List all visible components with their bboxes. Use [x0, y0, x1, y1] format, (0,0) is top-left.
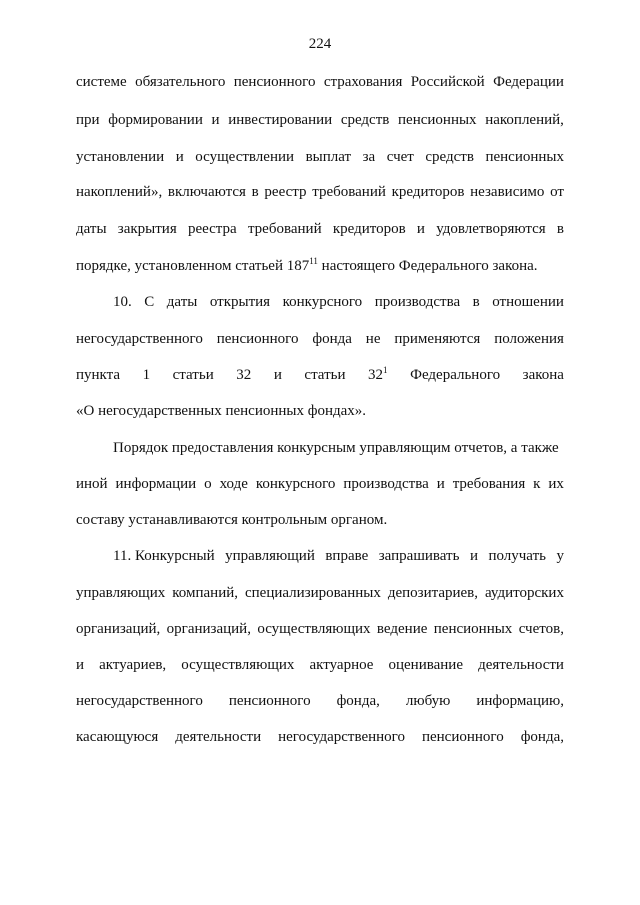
word: касающуюся	[76, 729, 159, 745]
word: удовлетворяются	[436, 221, 546, 237]
text-line: составу устанавливаются контрольным органом.	[76, 512, 388, 528]
word: статьи	[304, 367, 346, 383]
word: и	[273, 367, 282, 383]
word: ходе	[219, 476, 248, 492]
text-line	[76, 147, 564, 167]
word: кредиторов	[332, 221, 406, 237]
word: средств	[340, 112, 390, 128]
word: конкурсного	[255, 476, 336, 492]
word: производства	[343, 476, 429, 492]
word: иной	[76, 476, 108, 492]
word: включаются	[167, 184, 246, 200]
word: закона	[522, 367, 564, 383]
word: страхования	[323, 74, 403, 90]
word: их	[548, 476, 564, 492]
word: не	[365, 331, 381, 347]
word: запрашивать	[378, 548, 460, 564]
word: пенсионного	[421, 729, 504, 745]
word: производства	[374, 294, 461, 310]
word: вправе	[325, 548, 369, 564]
text-fragment: порядке, установленном статьей 187	[76, 258, 310, 274]
word: компаний,	[172, 585, 238, 601]
word: негосударственного	[278, 729, 405, 745]
word: информации	[115, 476, 197, 492]
word: управляющий	[225, 548, 315, 564]
text-line	[76, 329, 564, 349]
word: конкурсного	[282, 294, 363, 310]
word: и	[76, 657, 85, 673]
word: 32	[368, 367, 384, 383]
word: положения	[494, 331, 564, 347]
word: реестр	[264, 184, 307, 200]
word: управляющих	[76, 585, 166, 601]
text-line	[76, 72, 564, 92]
word: от	[550, 184, 564, 200]
word: обязательного	[135, 74, 226, 90]
word: Российской	[410, 74, 485, 90]
word: аудиторских	[485, 585, 564, 601]
word: даты	[166, 294, 198, 310]
word: средств	[425, 149, 474, 165]
word: осуществлении	[195, 149, 295, 165]
word: пенсионного	[216, 331, 299, 347]
word: накоплений»,	[76, 184, 163, 200]
word: отношении	[492, 294, 564, 310]
word: ведение	[376, 621, 428, 637]
word: в	[251, 184, 259, 200]
word: С	[144, 294, 155, 310]
word: организаций,	[76, 621, 161, 637]
word: актуарное	[309, 657, 374, 673]
word: и	[469, 548, 478, 564]
word: открытия	[209, 294, 271, 310]
text-fragment: настоящего Федерального закона.	[317, 258, 538, 274]
word: применяются	[394, 331, 481, 347]
word: фонда,	[520, 729, 564, 745]
word: у	[556, 548, 564, 564]
text-line	[76, 655, 564, 675]
word: негосударственного	[76, 331, 203, 347]
word: получать	[488, 548, 546, 564]
word: 10.	[113, 294, 132, 310]
word: деятельности	[478, 657, 564, 673]
word: инвестировании	[228, 112, 333, 128]
word: депозитариев,	[387, 585, 479, 601]
word: в	[472, 294, 480, 310]
word: требования	[452, 476, 526, 492]
word: независимо	[470, 184, 545, 200]
text-line	[76, 583, 564, 603]
word: выплат	[305, 149, 352, 165]
text-line	[76, 256, 564, 276]
word: Федерального	[410, 367, 501, 383]
text-line	[76, 691, 564, 711]
word: пункта	[76, 367, 121, 383]
word: осуществляющих	[257, 621, 371, 637]
word-with-sup	[368, 365, 388, 385]
word: формировании	[108, 112, 203, 128]
word: и	[416, 221, 425, 237]
superscript: 11	[309, 256, 318, 266]
word: о	[204, 476, 212, 492]
text-line	[76, 474, 564, 494]
word: даты	[76, 221, 107, 237]
text-line	[113, 292, 564, 312]
word: реестра	[187, 221, 237, 237]
page-number: 224	[308, 36, 332, 52]
word: пенсионных	[398, 112, 477, 128]
text-line	[76, 110, 564, 130]
text-line	[76, 727, 564, 747]
word: к	[533, 476, 541, 492]
word: оценивание	[388, 657, 463, 673]
word: закрытия	[117, 221, 177, 237]
word: установлении	[76, 149, 165, 165]
text-line	[76, 182, 564, 202]
word: и	[211, 112, 220, 128]
word: организаций,	[166, 621, 251, 637]
word: фонда	[312, 331, 352, 347]
word: и	[175, 149, 184, 165]
word: 32	[236, 367, 252, 383]
word: любую	[405, 693, 451, 709]
word: накоплений,	[485, 112, 564, 128]
word: негосударственного	[76, 693, 203, 709]
word: статьи	[172, 367, 214, 383]
word: информацию,	[476, 693, 564, 709]
word: при	[76, 112, 100, 128]
text-line: «О негосударственных пенсионных фондах».	[76, 403, 367, 419]
word: актуариев,	[99, 657, 167, 673]
word: пенсионных	[433, 621, 513, 637]
word: специализированных	[245, 585, 381, 601]
text-line	[113, 546, 564, 566]
word: пенсионных	[485, 149, 564, 165]
text-line: Порядок предоставления конкурсным управляющим отчетов, а также	[113, 440, 559, 456]
word: системе	[76, 74, 127, 90]
word: счетов,	[518, 621, 564, 637]
word: в	[556, 221, 564, 237]
word: пенсионного	[233, 74, 316, 90]
word: кредиторов	[391, 184, 465, 200]
superscript: 1	[383, 365, 388, 375]
word: счет	[386, 149, 414, 165]
word: фонда,	[336, 693, 380, 709]
word: деятельности	[175, 729, 262, 745]
word: Федерации	[493, 74, 564, 90]
word: за	[362, 149, 376, 165]
word: 11. Конкурсный	[113, 548, 215, 564]
text-line	[76, 219, 564, 239]
word: пенсионного	[228, 693, 311, 709]
word: 1	[142, 367, 151, 383]
word: требований	[312, 184, 386, 200]
word: и	[436, 476, 445, 492]
text-line	[76, 619, 564, 639]
word: требований	[247, 221, 322, 237]
text-line	[76, 365, 564, 385]
word: осуществляющих	[181, 657, 295, 673]
